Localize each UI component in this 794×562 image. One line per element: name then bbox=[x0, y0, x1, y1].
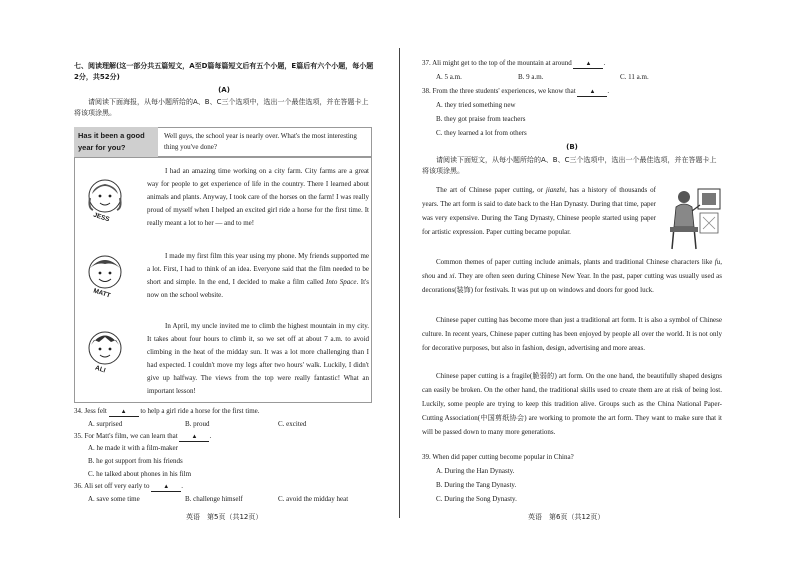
q34-stem-after: to help a girl ride a horse for the first time. bbox=[140, 407, 260, 415]
p1-after: , has a history of thousands of years. The art form is said to date back to the Han Dynasty. During that time, paper was very expensive. During the Tang Dynasty, Chinese people started using paper for artistic expression. Paper cutting became popular. bbox=[422, 186, 656, 236]
passage-b-paragraph-3: Chinese paper cutting has become more than just a traditional art form. It is also a symbol of Chinese culture. In recent years, Chinese paper cutting has been enjoyed by people all over the world. It is not only for decorative purposes, but also in fashion, design, advertising and more areas. bbox=[422, 316, 722, 352]
question-38 bbox=[422, 87, 732, 97]
right-page bbox=[400, 0, 794, 562]
q35-stem-before: 35. For Matt's film, we can learn that bbox=[74, 432, 178, 440]
q34-option-a[interactable]: A. surprised bbox=[88, 420, 123, 428]
paper-cutting-illustration bbox=[668, 183, 724, 255]
q34-option-b[interactable]: B. proud bbox=[185, 420, 210, 428]
poster-intro: Well guys, the school year is nearly over. What's the most interesting thing you've done? bbox=[158, 127, 372, 157]
passage-a-instruction: 请阅读下面海报，从每小题所给的A、B、C三个选项中，选出一个最佳选项，并在答题卡上将该项涂黑。 bbox=[74, 98, 369, 117]
p2-d: . They are often seen during Chinese New Year. In the past, paper cutting was usually used as decorations(装饰) for festivals. It was put up on windows and doors for good luck. bbox=[422, 272, 722, 294]
jess-avatar bbox=[83, 176, 127, 230]
q36-option-b[interactable]: B. challenge himself bbox=[185, 495, 243, 503]
matt-text-after: . It's now on the school website. bbox=[147, 278, 369, 299]
passage-b-label: (B) bbox=[566, 143, 578, 151]
poster-body bbox=[74, 157, 372, 403]
matt-label: MATT bbox=[92, 287, 112, 300]
q35-stem-after: . bbox=[209, 432, 212, 440]
question-39: 39. When did paper cutting become popular in China? bbox=[422, 453, 574, 461]
matt-text bbox=[147, 250, 369, 302]
q38-stem-after: . bbox=[607, 87, 610, 95]
matt-text-before: I made my first film this year using my phone. My friends supported me a lot. First, I had to think of an idea. Everyone said that the film needed to be short and simple. In the end, I decided to make a film called bbox=[147, 252, 369, 286]
p2-c: and bbox=[435, 272, 450, 280]
question-34 bbox=[74, 407, 374, 417]
passage-b-paragraph-1 bbox=[422, 183, 656, 239]
passage-b-instruction: 请阅读下面短文，从每小题所给的A、B、C三个选项中，选出一个最佳选项，并在答题卡上将该项涂黑。 bbox=[422, 156, 717, 175]
ali-face-icon bbox=[83, 328, 127, 382]
q38-option-c[interactable]: C. they learned a lot from others bbox=[436, 129, 527, 137]
q38-option-b[interactable]: B. they got praise from teachers bbox=[436, 115, 526, 123]
q37-stem-before: 37. Ali might get to the top of the mountain at around bbox=[422, 59, 572, 67]
right-page-footer: 英语 第6页（共12页） bbox=[528, 513, 605, 521]
p2-xi: xi bbox=[449, 272, 455, 280]
ali-label: ALI bbox=[94, 364, 107, 375]
q38-option-a[interactable]: A. they tried something new bbox=[436, 101, 516, 109]
ali-text: In April, my uncle invited me to climb the highest mountain in my city. It takes about four hours to climb it, so we set off at about 7 a.m. to avoid climbing in the heat of the midday sun. It was a lot more challenging than I had expected. I couldn't move my legs after two hours' walk. Luckily, I didn't give up halfway. The views from the top were really fantastic! What an important lesson! bbox=[147, 322, 369, 395]
p2-shou: shou bbox=[422, 272, 436, 280]
q35-blank: ▲ bbox=[179, 434, 209, 442]
q37-option-c[interactable]: C. 11 a.m. bbox=[620, 73, 649, 81]
section-header: 七、阅读理解(这一部分共五篇短文，A至D篇每篇短文后有五个小题，E篇后有六个小题，每小题2分，共52分) bbox=[74, 62, 374, 81]
q38-blank: ▲ bbox=[577, 89, 607, 97]
q36-option-c[interactable]: C. avoid the midday heat bbox=[278, 495, 349, 503]
jess-label: JESS bbox=[92, 211, 111, 224]
p1-term-jianzhi: jianzhi bbox=[545, 186, 565, 194]
q38-stem-before: 38. From the three students' experiences, we know that bbox=[422, 87, 576, 95]
q37-option-b[interactable]: B. 9 a.m. bbox=[518, 73, 544, 81]
p2-b: , bbox=[720, 258, 722, 266]
q36-blank: ▲ bbox=[151, 484, 181, 492]
jess-text: I had an amazing time working on a city farm. City farms are a great way for people to get experience of life in the country. There I learned about animals and plants. Anyway, I took care of the horses on the farm! I was really proud of myself when I helped an excited girl ride a horse for the first time. It really meant a lot to her — and to me! bbox=[147, 167, 369, 227]
q39-option-b[interactable]: B. During the Tang Dynasty. bbox=[436, 481, 517, 489]
poster-header bbox=[74, 127, 372, 157]
matt-film-title: Into Space bbox=[326, 278, 357, 286]
p1-before: The art of Chinese paper cutting, or bbox=[436, 186, 546, 194]
passage-a-label: (A) bbox=[218, 86, 230, 94]
question-36 bbox=[74, 482, 374, 492]
q34-stem-before: 34. Jess felt bbox=[74, 407, 107, 415]
q37-blank: ▲ bbox=[573, 61, 603, 69]
q36-option-a[interactable]: A. save some time bbox=[88, 495, 140, 503]
p2-a: Common themes of paper cutting include animals, plants and traditional Chinese characters like bbox=[436, 258, 715, 266]
q36-stem-after: . bbox=[181, 482, 183, 490]
q36-stem-before: 36. Ali set off very early to bbox=[74, 482, 150, 490]
q35-option-a[interactable]: A. he made it with a film-maker bbox=[88, 444, 178, 452]
q35-option-b[interactable]: B. he got support from his friends bbox=[88, 457, 183, 465]
q34-blank: ▲ bbox=[109, 409, 139, 417]
poster-title: Has it been a good year for you? bbox=[74, 127, 158, 157]
q34-option-c[interactable]: C. excited bbox=[278, 420, 307, 428]
matt-avatar bbox=[83, 252, 127, 306]
question-37 bbox=[422, 59, 732, 69]
passage-b-paragraph-4: Chinese paper cutting is a fragile(脆弱的) art form. On the one hand, the beautifully shaped designs can easily be broken. On the other hand, the traditional skills used to create them are at risk of being lost. Luckily, some people are trying to keep this tradition alive. Groups such as the China National Paper-Cutting Association(中国剪纸协会) are working to promote the art form. They want to make sure that it will be passed down to many more generations. bbox=[422, 372, 722, 436]
q37-option-a[interactable]: A. 5 a.m. bbox=[436, 73, 462, 81]
q39-option-c[interactable]: C. During the Song Dynasty. bbox=[436, 495, 517, 503]
ali-avatar bbox=[83, 328, 127, 382]
left-page-footer: 英语 第5页（共12页） bbox=[186, 513, 263, 521]
passage-b-paragraph-2 bbox=[422, 255, 722, 297]
q35-option-c[interactable]: C. he talked about phones in his film bbox=[88, 470, 192, 478]
q37-stem-after: . bbox=[603, 59, 606, 67]
p2-fu: fu bbox=[714, 258, 721, 266]
q39-option-a[interactable]: A. During the Han Dynasty. bbox=[436, 467, 515, 475]
question-35 bbox=[74, 432, 374, 442]
